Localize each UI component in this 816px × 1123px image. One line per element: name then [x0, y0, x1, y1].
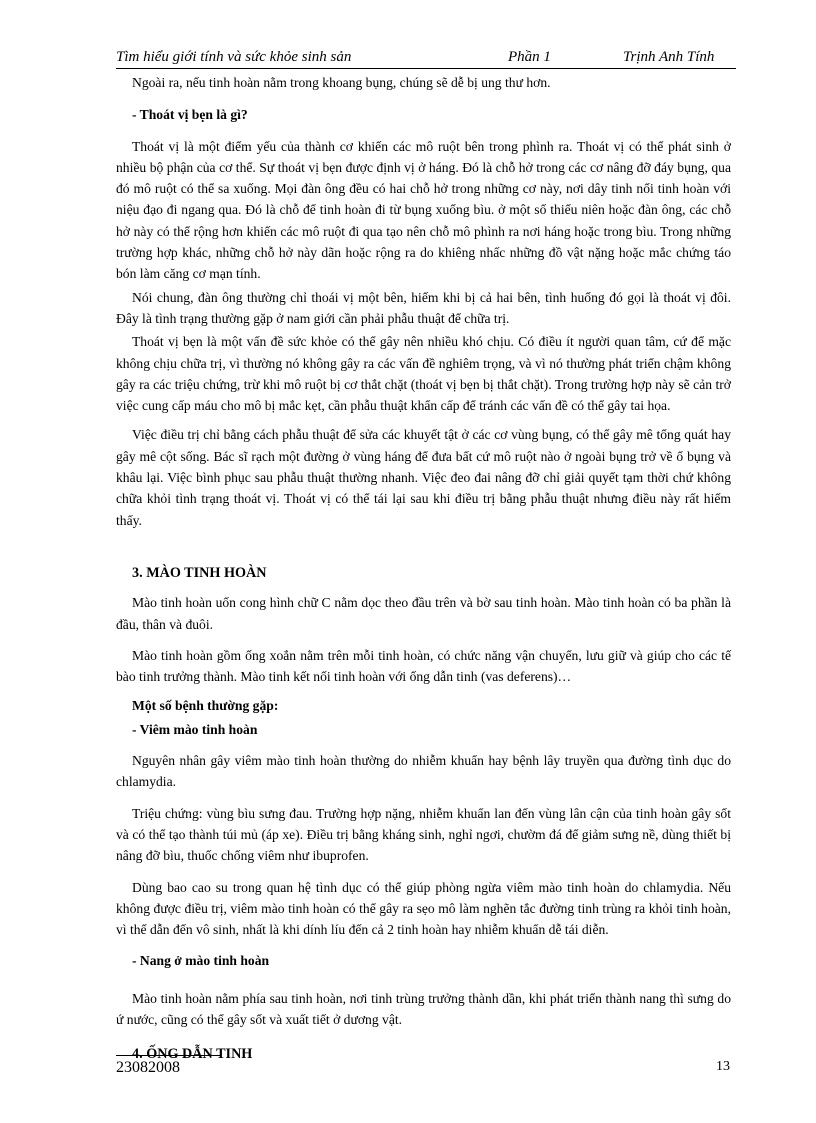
hernia-heading: - Thoát vị bẹn là gì?: [132, 107, 248, 123]
hernia-paragraph-3: Thoát vị bẹn là một vấn đề sức khỏe có thể gây nên nhiều khó chịu. Có điều ít người quan tâm, cứ để mặc không chịu chữa trị, vì thường nó không gây ra các vấn đề nghiêm trọng, và vì nó thường phát triển chậm không gây ra các triệu chứng, trừ khi mô ruột bị cơ thắt chặt (thoát vị bẹn bị thắt chặt). Trong trường hợp này sẽ cản trở việc cung cấp máu cho mô bị mắc kẹt, cần phẫu thuật khẩn cấp để tránh các vấn đề có thể gây tai họa.: [116, 334, 731, 414]
inflammation-paragraph-1: Nguyên nhân gây viêm mào tinh hoàn thường do nhiễm khuẩn hay bệnh lây truyền qua đường tình dục do chlamydia.: [116, 753, 731, 790]
hernia-paragraph-2: Nói chung, đàn ông thường chỉ thoái vị một bên, hiếm khi bị cả hai bên, tình huống đó gọi là thoát vị đôi. Đây là tình trạng thường gặp ở nam giới cần phải phẫu thuật để chữa trị.: [116, 289, 731, 326]
intro-paragraph: Ngoài ra, nếu tinh hoàn nằm trong khoang bụng, chúng sẽ dễ bị ung thư hơn.: [132, 75, 551, 90]
cyst-heading: - Nang ở mào tinh hoàn: [132, 953, 270, 969]
section-3-heading: 3. MÀO TINH HOÀN: [132, 564, 267, 581]
page-number: 13: [716, 1059, 730, 1074]
header-title: Tìm hiểu giới tính và sức khỏe sinh sản: [116, 49, 352, 65]
inflammation-paragraph-2: Triệu chứng: vùng bìu sưng đau. Trường hợp nặng, nhiễm khuẩn lan đến vùng lân cận của tinh hoàn gây sốt và có thể tạo thành túi mủ (áp xe). Điều trị bằng kháng sinh, nghỉ ngơi, chườm đá để giảm sưng nề, dùng thiết bị nâng đỡ bìu, thuốc chống viêm như ibuprofen.: [116, 805, 731, 864]
header-author: Trịnh Anh Tính: [623, 49, 715, 65]
inflammation-paragraph-3: Dùng bao cao su trong quan hệ tình dục có thể giúp phòng ngừa viêm mào tinh hoàn do chlamydia. Nếu không được điều trị, viêm mào tinh hoàn có thể gây ra sẹo mô làm nghẽn tắc đường tinh trùng ra khỏi tinh hoàn, vì thế dẫn đến vô sinh, nhất là khi dính líu đến cả 2 tinh hoàn hay nhiễm khuẩn dễ tái diễn.: [116, 879, 731, 938]
common-diseases-heading: Một số bệnh thường gặp:: [132, 698, 279, 714]
footer-divider: [116, 1055, 220, 1056]
section-4-heading: 4. ỐNG DẪN TINH: [132, 1046, 253, 1063]
hernia-paragraph-1: Thoát vị là một điểm yếu của thành cơ khiến các mô ruột bên trong phình ra. Thoát vị có thể phát sinh ở nhiều bộ phận của cơ thể. Sự thoát vị bẹn được định vị ở háng. Đó là chỗ hở trong các cơ nâng đỡ đáy bụng, qua đó mô ruột có thể sa xuống. Mọi đàn ông đều có hai chỗ hở trong những cơ này, nơi dây tinh nối tinh hoàn với niệu đạo đi ngang qua. Đó là chỗ để tinh hoàn đi từ bụng xuống bìu. ở một số thiếu niên hoặc đàn ông, các chỗ hở này có thể rộng hơn khiến các mô ruột đi qua tạo nên chỗ mô phình ra nơi háng hoặc trong bìu. Trong những trường hợp khác, những chỗ hở này dãn hoặc rộng ra do khiêng nhấc những đồ vật nặng hoặc mắc chứng táo bón làm căng cơ mạn tính.: [116, 138, 731, 282]
page-content: [116, 72, 731, 1066]
section-3-paragraph-1: Mào tinh hoàn uốn cong hình chữ C nằm dọc theo đầu trên và bờ sau tinh hoàn. Mào tinh hoàn có ba phần là đầu, thân và đuôi.: [116, 595, 731, 632]
header-part: Phần 1: [508, 49, 551, 65]
footer-date: 23082008: [116, 1059, 180, 1076]
inflammation-heading: - Viêm mào tinh hoàn: [132, 721, 258, 737]
section-3-paragraph-2: Mào tinh hoàn gồm ống xoắn nằm trên mỗi tinh hoàn, có chức năng vận chuyển, lưu giữ và giúp cho các tế bào tinh trưởng thành. Mào tinh kết nối tinh hoàn với ống dẫn tinh (vas deferens)…: [116, 647, 731, 685]
hernia-paragraph-4: Việc điều trị chỉ bằng cách phẫu thuật để sửa các khuyết tật ở các cơ vùng bụng, có thể gây mê tổng quát hay gây mê cột sống. Bác sĩ rạch một đường ở vùng háng để đưa bất cứ mô ruột nào ở ngoài bụng trở về ổ bụng và khâu lại. Việc bình phục sau phẫu thuật thường nhanh. Việc đeo đai nâng đỡ chỉ giải quyết tạm thời chứ không chữa khỏi tình trạng thoát vị. Thoát vị có thể tái lại sau khi điều trị bằng phẫu thuật nhưng điều này rất hiếm thấy.: [116, 427, 731, 528]
page-header: [116, 48, 736, 69]
cyst-paragraph-1: Mào tinh hoàn nằm phía sau tinh hoàn, nơi tinh trùng trưởng thành dần, khi phát triển thành nang thì sưng do ứ nước, cũng có thể gây sốt và xuất tiết ở dương vật.: [116, 990, 731, 1027]
